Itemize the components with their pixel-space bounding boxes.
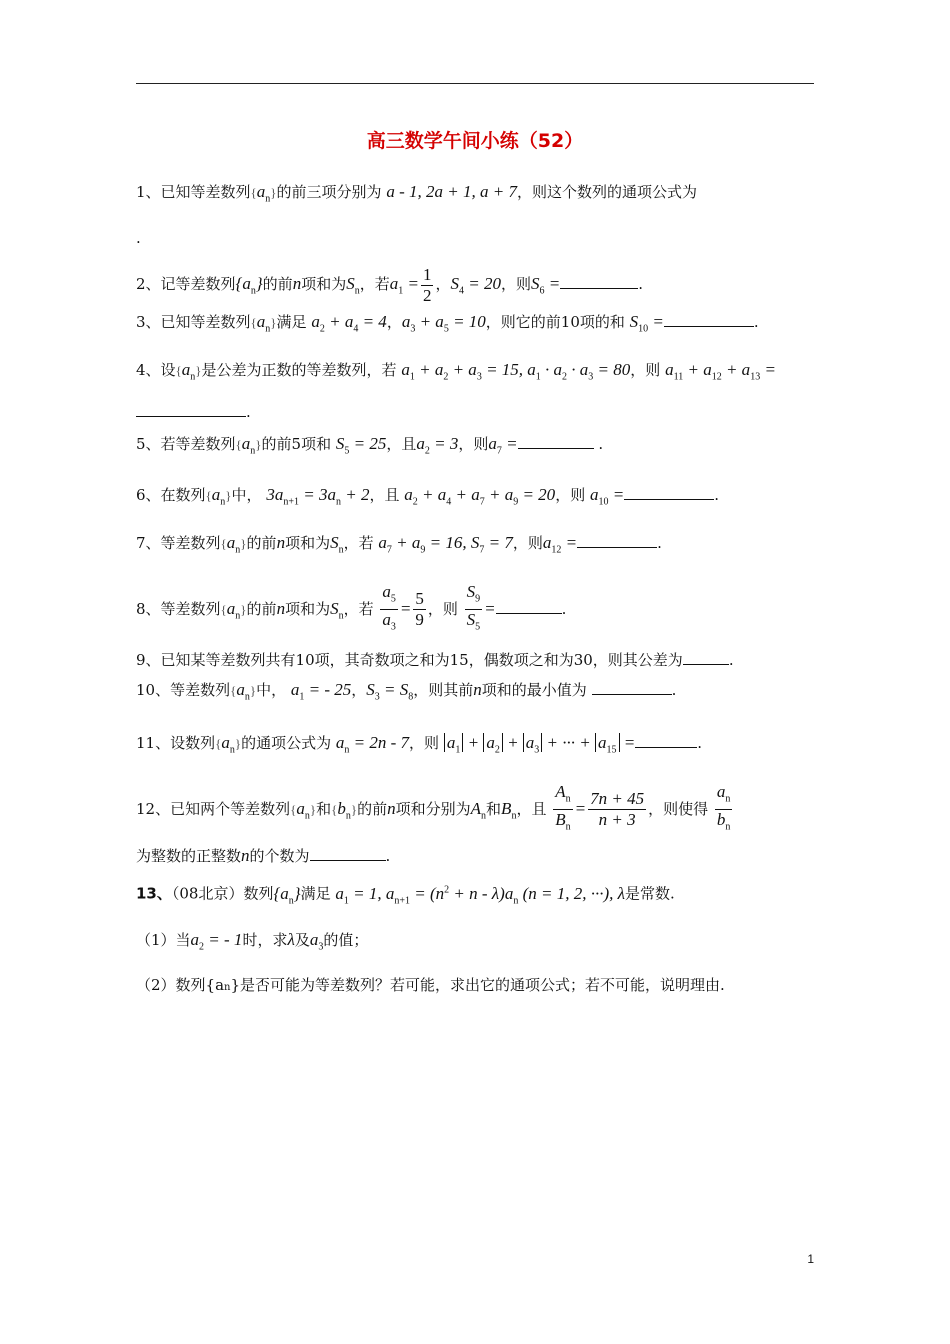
page-title: 高三数学午间小练（52）	[366, 130, 584, 152]
question-5: 5、若等差数列$\{a_n\}$的前5项和 $S_5 = 25$，且$a_2 = 3$，则$a_7$ = .	[136, 434, 604, 457]
question-10: 10、等差数列$\{a_n\}$中， $a_1$ = - 25，$S_3 = S_8$，则其前n项和的最小值为 .	[136, 680, 677, 703]
question-2: 2、记等差数列$\{a_n\}$的前n项和为$S_n$，若$a_1$ = $\frac{1}{2}$ ，$S_4 = 20$，则$S_6$ = .	[136, 264, 643, 305]
question-7: 7、等差数列$\{a_n\}$的前n项和为$S_n$，若 $a_7 + a_9 = 16$, $S_7 = 7$，则$a_{12}$ = .	[136, 533, 662, 556]
question-13: 13、（08北京）数列$\{a_n\}$满足 $a_1 = 1$, $a_{n+1} = (n^2 + n - \lambda)a_n$ (n = 1, 2, ···), λ是常数.	[136, 883, 675, 907]
question-9: 9、已知某等差数列共有10项，其奇数项之和为15，偶数项之和为30，则其公差为 .	[136, 651, 734, 669]
question-13-part-1: （1）当$a_2$ = - 1时，求λ及$a_3$的值；	[136, 930, 369, 953]
question-3: 3、已知等差数列$\{a_n\}$满足 $a_2 + a_4 = 4$，$a_3 + a_5 = 10$，则它的前10项的和 $S_{10}$ = .	[136, 312, 759, 335]
header-rule	[136, 83, 814, 84]
question-6: 6、在数列$\{a_n\}$中， $3a_{n+1} = 3a_n + 2$，且 $a_2 + a_4 + a_7 + a_9 = 20$，则 $a_{10}$ = .	[136, 485, 719, 508]
question-8: 8、等差数列$\{a_n\}$的前n项和为$S_n$，若 $\frac{a_5}{a_3}$ = $\frac{5}{9}$ ，则 $\frac{S_9}{S_5}$ = .	[136, 582, 567, 633]
question-1: 1、已知等差数列$\{a_n\}$的前三项分别为 a - 1, 2a + 1, a + 7，则这个数列的通项公式为	[136, 182, 697, 205]
question-11: 11、设数列$\{a_n\}$的通项公式为 $a_n = 2n - 7$，则 $a_1 + a_2 + a_3$ + ··· + $a_{15}$ = .	[136, 733, 703, 756]
question-1-end: .	[136, 229, 141, 247]
question-12: 12、已知两个等差数列$\{a_n\}$和$\{b_n\}$的前n项和分别为$A_n$和$B_n$，且 $\frac{A_n}{B_n}$ = $\frac{7n + 45}{n + 3}$ ，则使得 $\frac{a_n}{b_n}$	[136, 782, 731, 833]
page-number: 1	[807, 1252, 814, 1266]
question-4-answer: .	[136, 402, 826, 422]
question-12-line2: 为整数的正整数n的个数为 .	[136, 846, 391, 865]
question-4: 4、设$\{a_n\}$是公差为正数的等差数列，若 $a_1 + a_2 + a_3 = 15$, $a_1 \cdot a_2 \cdot a_3 = 80$，则 $a_{11} + a_{12} + a_{13}$ =	[136, 360, 776, 383]
question-13-part-2: （2）数列{an}是否可能为等差数列？若可能，求出它的通项公式；若不可能，说明理由.	[136, 976, 725, 994]
